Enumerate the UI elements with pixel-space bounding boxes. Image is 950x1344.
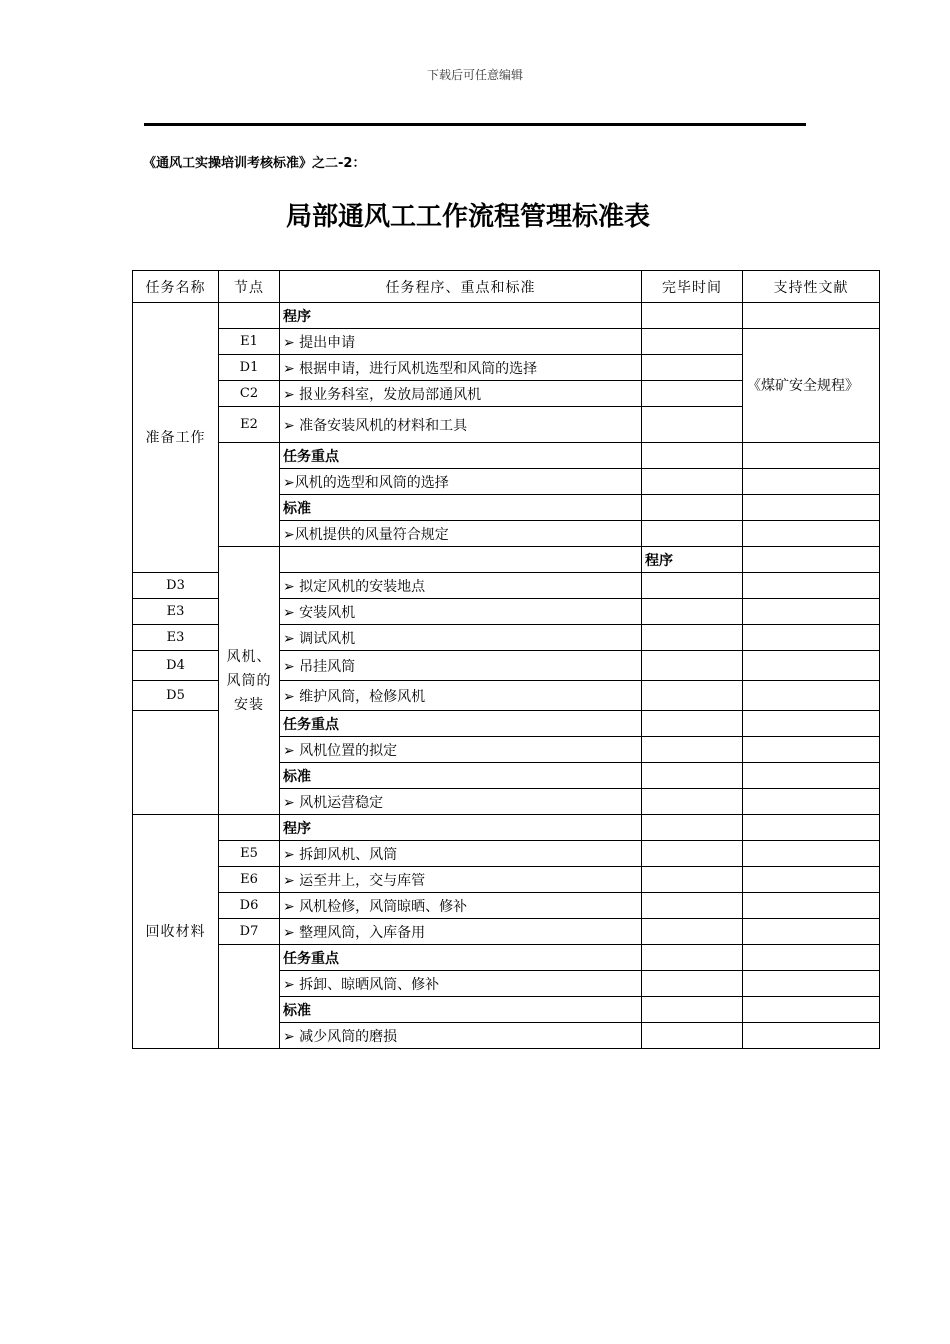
header-rule (144, 123, 806, 126)
table-row (133, 815, 880, 841)
node-code: E5 (219, 841, 280, 867)
step-text: ➢ 根据申请，进行风机选型和风筒的选择 (280, 355, 642, 381)
standard-label: 标准 (280, 495, 642, 521)
col-header-node: 节点 (219, 271, 280, 303)
focus-text: ➢风机的选型和风筒的选择 (280, 469, 642, 495)
step-text: ➢ 拟定风机的安装地点 (280, 573, 642, 599)
step-text: ➢ 运至井上，交与库管 (280, 867, 642, 893)
node-code: C2 (219, 381, 280, 407)
standard-text: ➢ 风机运营稳定 (280, 789, 642, 815)
node-code: E6 (219, 867, 280, 893)
step-text: ➢ 吊挂风筒 (280, 651, 642, 681)
top-note: 下载后可任意编辑 (426, 68, 523, 82)
node-code: D6 (219, 893, 280, 919)
table-header-row (133, 271, 880, 303)
focus-label: 任务重点 (280, 945, 642, 971)
program-label: 程序 (280, 303, 642, 329)
section-name: 风机、风筒的安装 (219, 547, 280, 815)
support-doc: 《煤矿安全规程》 (743, 329, 880, 443)
col-header-task-name: 任务名称 (133, 271, 219, 303)
col-header-procedure: 任务程序、重点和标准 (280, 271, 642, 303)
table-row (133, 867, 880, 893)
focus-label: 任务重点 (280, 711, 642, 737)
step-text: ➢ 维护风筒，检修风机 (280, 681, 642, 711)
program-label: 程序 (642, 547, 743, 573)
focus-text: ➢ 拆卸、晾晒风筒、修补 (280, 971, 642, 997)
step-text: ➢ 调试风机 (280, 625, 642, 651)
step-text: ➢ 报业务科室，发放局部通风机 (280, 381, 642, 407)
section-name: 回收材料 (133, 815, 219, 1049)
node-code: D1 (219, 355, 280, 381)
focus-text: ➢ 风机位置的拟定 (280, 737, 642, 763)
standard-text: ➢ 减少风筒的磨损 (280, 1023, 642, 1049)
col-header-finish-time: 完毕时间 (642, 271, 743, 303)
table-row (133, 841, 880, 867)
step-text: ➢ 风机检修，风筒晾晒、修补 (280, 893, 642, 919)
focus-label: 任务重点 (280, 443, 642, 469)
table-row (133, 547, 880, 573)
node-code: D4 (133, 651, 219, 681)
table-row (133, 443, 880, 469)
node-code: D3 (133, 573, 219, 599)
workflow-table (132, 270, 880, 1049)
node-code: E3 (133, 599, 219, 625)
document-subtitle: 《通风工实操培训考核标准》之二-2： (143, 156, 366, 171)
node-code: D7 (219, 919, 280, 945)
table-row (133, 303, 880, 329)
table-row (133, 919, 880, 945)
col-header-support-doc: 支持性文献 (743, 271, 880, 303)
step-text: ➢ 提出申请 (280, 329, 642, 355)
node-code: D5 (133, 681, 219, 711)
step-text: ➢ 整理风筒，入库备用 (280, 919, 642, 945)
program-label: 程序 (280, 815, 642, 841)
document-title: 局部通风工工作流程管理标准表 (285, 202, 650, 232)
node-code: E1 (219, 329, 280, 355)
table-row (133, 945, 880, 971)
table-row (133, 329, 880, 355)
step-text: ➢ 拆卸风机、风筒 (280, 841, 642, 867)
section-name: 准备工作 (133, 303, 219, 573)
step-text: ➢ 安装风机 (280, 599, 642, 625)
table-row (133, 893, 880, 919)
step-text: ➢ 准备安装风机的材料和工具 (280, 407, 642, 443)
node-code: E2 (219, 407, 280, 443)
standard-text: ➢风机提供的风量符合规定 (280, 521, 642, 547)
node-code: E3 (133, 625, 219, 651)
standard-label: 标准 (280, 997, 642, 1023)
standard-label: 标准 (280, 763, 642, 789)
